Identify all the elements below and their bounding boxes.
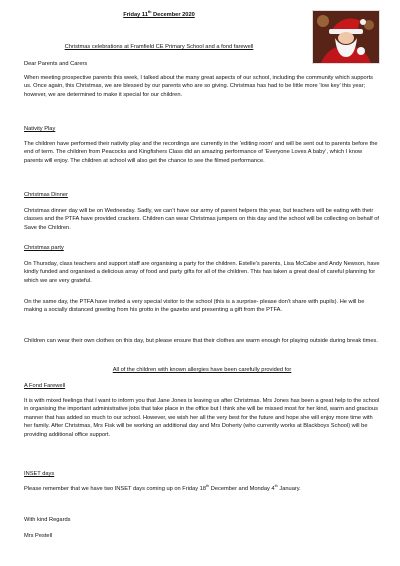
farewell-heading: A Fond Farewell <box>24 383 66 389</box>
party-heading: Christmas party <box>24 245 64 251</box>
date-line <box>24 11 294 19</box>
inset-paragraph <box>24 485 380 493</box>
farewell-paragraph: It is with mixed feelings that I want to inform you that Jane Jones is leaving us after Christmas. Mrs Jones has been a great help to the school in organising the important administrative jobs that take place in the office but I think she will be missed most for her kind, warm and gracious manner that has added so much to our school. However, we wish her all the very best for the future and hope she will enjoy more time with her family. After Christmas, Mrs Fisk will be working an additional day and Mrs Doherty (who currently works at Blackboys School) will be providing additional office support. <box>24 398 380 438</box>
signature-name: Mrs Pestell <box>24 533 53 539</box>
nativity-paragraph: The children have performed their nativity play and the recordings are currently in the ‘editing room’ and will be sent out to parents before the end of term. The children from Peacocks and Kingfishers Class did an amazing performance of ‘Everyone Loves A baby’, which I know parents will enjoy. The children at school will also get the chance to see the filmed performance. <box>24 141 378 164</box>
dinner-paragraph: Christmas dinner day will be on Wednesday. Sadly, we can’t have our army of parent helpers this year, but teachers will be eating with their classes and the PTFA have provided crackers. Children can wear Christmas jumpers on this day and the school will be collecting on behalf of Save the Children. <box>24 208 380 231</box>
closing-regards: With kind Regards <box>24 517 71 523</box>
inset-text-c: January. <box>277 486 301 492</box>
inset-ordinal-b: th <box>274 484 278 489</box>
inset-text-b: December and Monday 4 <box>209 486 275 492</box>
inset-text-a: Please remember that we have two INSET days coming up on Friday 18 <box>24 486 206 492</box>
dinner-heading: Christmas Dinner <box>24 192 68 198</box>
date-ordinal: th <box>147 10 152 15</box>
nativity-heading: Nativity Play <box>24 126 56 132</box>
inset-heading: INSET days <box>24 471 55 477</box>
inset-ordinal-a: th <box>205 484 210 489</box>
santa-claus-photo <box>312 10 380 64</box>
party-paragraph-2: On the same day, the PTFA have invited a very special visitor to the school (this is a surprise- please don’t share with pupils). He will be making a socially distanced greeting from his grotto in the gazebo and presenting a gift from the PTFA. <box>24 299 365 314</box>
party-paragraph-1: On Thursday, class teachers and support staff are organising a party for the children. Estelle’s parents, Lisa McCabe and Andy Newson, have kindly funded and organised a delicious array of food and party gifts for all of the children. This has taken a great deal of careful planning for which we are very grateful. <box>24 261 380 284</box>
date-day: Friday 11 <box>123 12 148 18</box>
santa-illustration <box>313 11 379 63</box>
page-title: Christmas celebrations at Framfield CE Primary School and a fond farewell <box>64 44 254 50</box>
salutation: Dear Parents and Carers <box>24 61 88 67</box>
allergy-note: All of the children with known allergies have been carefully provided for <box>112 367 292 373</box>
party-paragraph-3: Children can wear their own clothes on this day, but please ensure that their clothes are warm enough for playing outside during break times. <box>24 338 378 344</box>
intro-paragraph: When meeting prospective parents this week, I talked about the many great aspects of our school, including the community which supports us. Once again, this Christmas, we are blessed by our parents who are so giving. Christmas has had to be little more ‘low key’ this year; however, we are determined to make it special for our children. <box>24 75 374 98</box>
date-month-year: December 2020 <box>151 12 195 18</box>
